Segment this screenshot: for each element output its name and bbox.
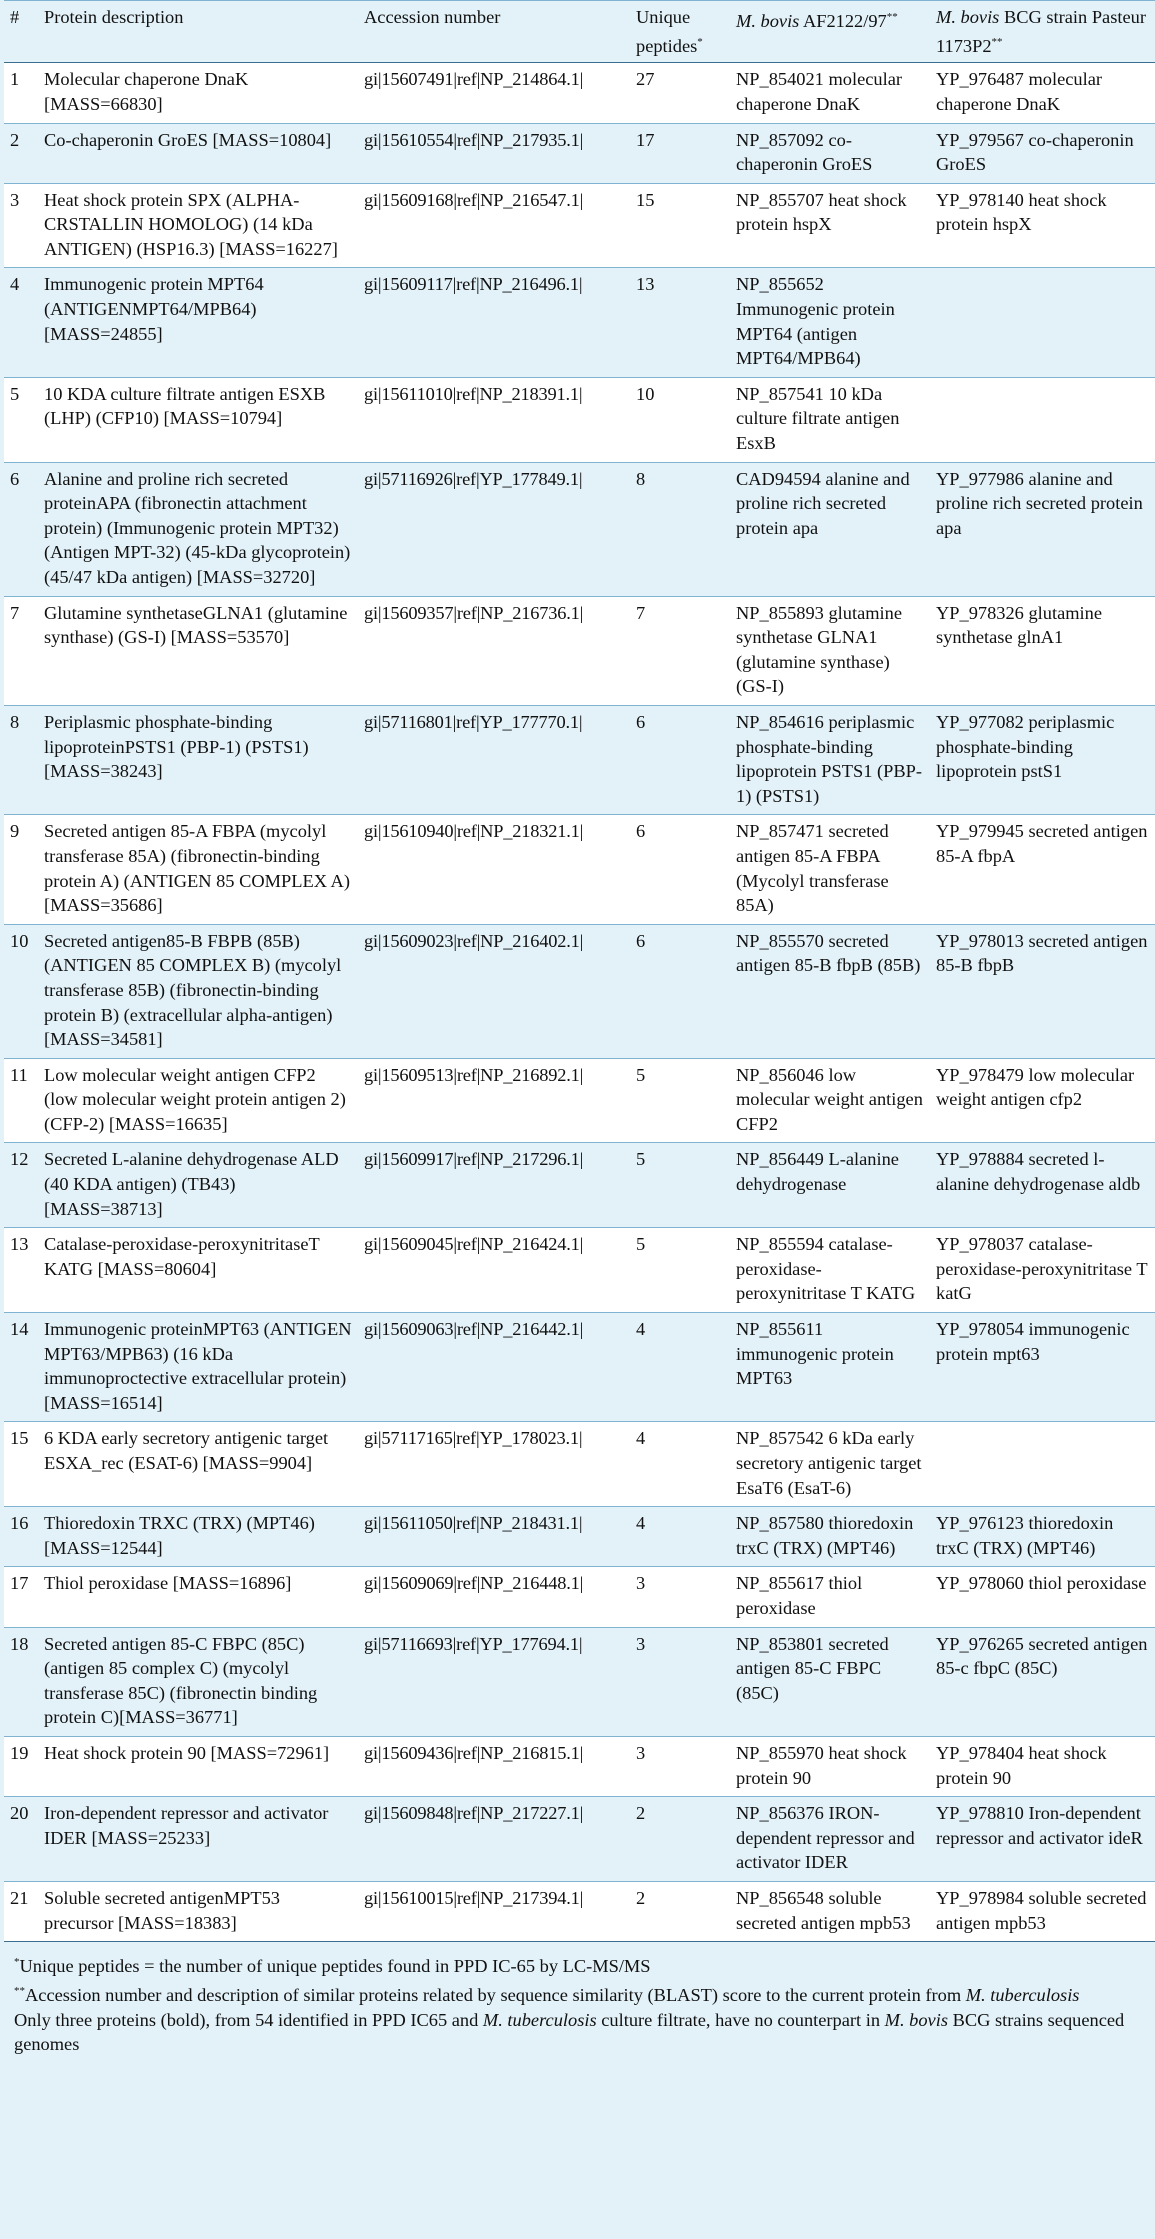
mbovis-bcg-match: YP_978054 immunogenic protein mpt63 — [930, 1313, 1155, 1422]
header-description: Protein description — [38, 1, 358, 63]
header-mbovis-af — [730, 1, 930, 63]
mbovis-bcg-match: YP_978404 heat shock protein 90 — [930, 1736, 1155, 1796]
table-row — [4, 1313, 1155, 1422]
row-number: 12 — [4, 1143, 38, 1228]
protein-description: Secreted antigen 85-C FBPC (85C) (antigen 85 complex C) (mycolyl transferase 85C) (fibronectin binding protein C)[MASS=36771] — [38, 1627, 358, 1736]
unique-peptides: 2 — [630, 1797, 730, 1882]
row-number: 15 — [4, 1422, 38, 1507]
mbovis-bcg-match: YP_978479 low molecular weight antigen cfp2 — [930, 1058, 1155, 1143]
mbovis-bcg-match: YP_976123 thioredoxin trxC (TRX) (MPT46) — [930, 1507, 1155, 1567]
table-row — [4, 1797, 1155, 1882]
table-row — [4, 462, 1155, 596]
unique-peptides: 5 — [630, 1228, 730, 1313]
table-row — [4, 924, 1155, 1058]
footnote-accession — [14, 1979, 1147, 2008]
table-row — [4, 1736, 1155, 1796]
unique-peptides: 17 — [630, 123, 730, 183]
mbovis-af-match: NP_856449 L-alanine dehydrogenase — [730, 1143, 930, 1228]
row-number: 10 — [4, 924, 38, 1058]
mbovis-bcg-match: YP_978060 thiol peroxidase — [930, 1567, 1155, 1627]
unique-peptides: 13 — [630, 268, 730, 377]
table-row — [4, 377, 1155, 462]
header-bcg-mark: ** — [991, 35, 1003, 48]
table-row — [4, 705, 1155, 814]
row-number: 7 — [4, 596, 38, 705]
accession-number: gi|57116801|ref|YP_177770.1| — [358, 705, 630, 814]
unique-peptides: 7 — [630, 596, 730, 705]
accession-number: gi|15610015|ref|NP_217394.1| — [358, 1881, 630, 1941]
header-accession: Accession number — [358, 1, 630, 63]
protein-description: 10 KDA culture filtrate antigen ESXB (LHP) (CFP10) [MASS=10794] — [38, 377, 358, 462]
protein-description: Iron-dependent repressor and activator IDER [MASS=25233] — [38, 1797, 358, 1882]
protein-description: Co-chaperonin GroES [MASS=10804] — [38, 123, 358, 183]
row-number: 4 — [4, 268, 38, 377]
mbovis-af-match: NP_855617 thiol peroxidase — [730, 1567, 930, 1627]
unique-peptides: 10 — [630, 377, 730, 462]
header-af-mark: ** — [886, 11, 898, 23]
mbovis-bcg-match: YP_979567 co-chaperonin GroES — [930, 123, 1155, 183]
row-number: 13 — [4, 1228, 38, 1313]
table-row — [4, 123, 1155, 183]
protein-description: Secreted antigen85-B FBPB (85B) (ANTIGEN 85 COMPLEX B) (mycolyl transferase 85B) (fibronectin-binding protein B) (extracellular alpha-antigen) [MASS=34581] — [38, 924, 358, 1058]
accession-number: gi|15609117|ref|NP_216496.1| — [358, 268, 630, 377]
protein-description: Molecular chaperone DnaK [MASS=66830] — [38, 63, 358, 123]
unique-peptides: 3 — [630, 1627, 730, 1736]
mbovis-af-match: NP_855652 Immunogenic protein MPT64 (antigen MPT64/MPB64) — [730, 268, 930, 377]
accession-number: gi|15610554|ref|NP_217935.1| — [358, 123, 630, 183]
unique-peptides: 3 — [630, 1736, 730, 1796]
footnote-text-3b: culture filtrate, have no counterpart in — [596, 2009, 885, 2030]
mbovis-af-match: CAD94594 alanine and proline rich secreted protein apa — [730, 462, 930, 596]
table-row — [4, 268, 1155, 377]
accession-number: gi|57116926|ref|YP_177849.1| — [358, 462, 630, 596]
accession-number: gi|15609069|ref|NP_216448.1| — [358, 1567, 630, 1627]
mbovis-af-match: NP_856046 low molecular weight antigen CFP2 — [730, 1058, 930, 1143]
protein-description: Low molecular weight antigen CFP2 (low molecular weight protein antigen 2) (CFP-2) [MASS=16635] — [38, 1058, 358, 1143]
mbovis-af-match: NP_853801 secreted antigen 85-C FBPC (85C) — [730, 1627, 930, 1736]
mbovis-bcg-match — [930, 1422, 1155, 1507]
row-number: 19 — [4, 1736, 38, 1796]
footnote-mark-2: ** — [14, 1984, 25, 1997]
table-row — [4, 1058, 1155, 1143]
row-number: 21 — [4, 1881, 38, 1941]
footnote-unique-peptides — [14, 1950, 1147, 1979]
protein-description: Alanine and proline rich secreted proteinAPA (fibronectin attachment protein) (Immunogenic protein MPT32) (Antigen MPT-32) (45-kDa glycoprotein) (45/47 kDa antigen) [MASS=32720] — [38, 462, 358, 596]
protein-description: Heat shock protein 90 [MASS=72961] — [38, 1736, 358, 1796]
table-row — [4, 596, 1155, 705]
accession-number: gi|57116693|ref|YP_177694.1| — [358, 1627, 630, 1736]
row-number: 18 — [4, 1627, 38, 1736]
mbovis-af-match: NP_855893 glutamine synthetase GLNA1 (glutamine synthase) (GS-I) — [730, 596, 930, 705]
accession-number: gi|15609848|ref|NP_217227.1| — [358, 1797, 630, 1882]
mbovis-af-match: NP_857542 6 kDa early secretory antigenic target EsaT6 (EsaT-6) — [730, 1422, 930, 1507]
protein-description: Soluble secreted antigenMPT53 precursor [MASS=18383] — [38, 1881, 358, 1941]
header-af-strain: AF2122/97 — [802, 11, 887, 32]
mbovis-af-match: NP_857580 thioredoxin trxC (TRX) (MPT46) — [730, 1507, 930, 1567]
header-bcg-species: M. bovis — [936, 7, 1000, 27]
table-row — [4, 815, 1155, 924]
mbovis-bcg-match: YP_978810 Iron-dependent repressor and activator ideR — [930, 1797, 1155, 1882]
row-number: 20 — [4, 1797, 38, 1882]
protein-description: Catalase-peroxidase-peroxynitritaseT KATG [MASS=80604] — [38, 1228, 358, 1313]
accession-number: gi|15609063|ref|NP_216442.1| — [358, 1313, 630, 1422]
protein-description: Thioredoxin TRXC (TRX) (MPT46) [MASS=12544] — [38, 1507, 358, 1567]
mbovis-bcg-match: YP_978140 heat shock protein hspX — [930, 183, 1155, 268]
accession-number: gi|15610940|ref|NP_218321.1| — [358, 815, 630, 924]
mbovis-af-match: NP_856376 IRON-dependent repressor and activator IDER — [730, 1797, 930, 1882]
accession-number: gi|15611010|ref|NP_218391.1| — [358, 377, 630, 462]
row-number: 3 — [4, 183, 38, 268]
row-number: 11 — [4, 1058, 38, 1143]
protein-description: Secreted L-alanine dehydrogenase ALD (40 KDA antigen) (TB43) [MASS=38713] — [38, 1143, 358, 1228]
unique-peptides: 4 — [630, 1313, 730, 1422]
mbovis-bcg-match: YP_978013 secreted antigen 85-B fbpB — [930, 924, 1155, 1058]
accession-number: gi|15611050|ref|NP_218431.1| — [358, 1507, 630, 1567]
table-body — [4, 63, 1155, 1942]
mbovis-af-match: NP_857471 secreted antigen 85-A FBPA (Mycolyl transferase 85A) — [730, 815, 930, 924]
protein-table — [4, 0, 1155, 1942]
row-number: 16 — [4, 1507, 38, 1567]
protein-description: Heat shock protein SPX (ALPHA-CRSTALLIN HOMOLOG) (14 kDa ANTIGEN) (HSP16.3) [MASS=16227] — [38, 183, 358, 268]
mbovis-af-match: NP_855970 heat shock protein 90 — [730, 1736, 930, 1796]
header-af-species: M. bovis — [736, 11, 800, 32]
row-number: 17 — [4, 1567, 38, 1627]
table-row — [4, 1143, 1155, 1228]
table-row — [4, 1507, 1155, 1567]
mbovis-bcg-match: YP_978326 glutamine synthetase glnA1 — [930, 596, 1155, 705]
mbovis-bcg-match: YP_978884 secreted l-alanine dehydrogenase aldb — [930, 1143, 1155, 1228]
mbovis-af-match: NP_857092 co-chaperonin GroES — [730, 123, 930, 183]
protein-description: Secreted antigen 85-A FBPA (mycolyl transferase 85A) (fibronectin-binding protein A) (ANTIGEN 85 COMPLEX A) [MASS=35686] — [38, 815, 358, 924]
table-row — [4, 1627, 1155, 1736]
accession-number: gi|15609023|ref|NP_216402.1| — [358, 924, 630, 1058]
footnote-species-3a: M. tuberculosis — [482, 2009, 597, 2030]
unique-peptides: 3 — [630, 1567, 730, 1627]
mbovis-af-match: NP_854616 periplasmic phosphate-binding lipoprotein PSTS1 (PBP-1) (PSTS1) — [730, 705, 930, 814]
footnote-species-3b: M. bovis — [884, 2009, 948, 2030]
mbovis-bcg-match: YP_977082 periplasmic phosphate-binding lipoprotein pstS1 — [930, 705, 1155, 814]
footnote-text-2: Accession number and description of similar proteins related by sequence similarity (BLAST) score to the current protein from — [25, 1984, 966, 2005]
unique-peptides: 6 — [630, 815, 730, 924]
unique-peptides: 6 — [630, 705, 730, 814]
mbovis-bcg-match: YP_977986 alanine and proline rich secreted protein apa — [930, 462, 1155, 596]
accession-number: gi|15609513|ref|NP_216892.1| — [358, 1058, 630, 1143]
unique-peptides: 2 — [630, 1881, 730, 1941]
mbovis-af-match: NP_854021 molecular chaperone DnaK — [730, 63, 930, 123]
unique-peptides: 4 — [630, 1507, 730, 1567]
accession-number: gi|15609357|ref|NP_216736.1| — [358, 596, 630, 705]
table-row — [4, 1422, 1155, 1507]
table-row — [4, 1228, 1155, 1313]
accession-number: gi|15609045|ref|NP_216424.1| — [358, 1228, 630, 1313]
row-number: 9 — [4, 815, 38, 924]
table-row — [4, 1881, 1155, 1941]
table-row — [4, 63, 1155, 123]
row-number: 6 — [4, 462, 38, 596]
footnote-text-3a: Only three proteins (bold), from 54 identified in PPD IC65 and — [14, 2009, 483, 2030]
footnote-mark-1: * — [14, 1956, 20, 1969]
header-unique-line1: Unique — [636, 7, 691, 27]
table-footnotes — [4, 1942, 1155, 2057]
footnote-species-2: M. tuberculosis — [965, 1984, 1080, 2005]
unique-peptides: 15 — [630, 183, 730, 268]
header-unique-peptides — [630, 1, 730, 63]
accession-number: gi|15607491|ref|NP_214864.1| — [358, 63, 630, 123]
row-number: 8 — [4, 705, 38, 814]
unique-peptides: 5 — [630, 1143, 730, 1228]
accession-number: gi|15609436|ref|NP_216815.1| — [358, 1736, 630, 1796]
unique-peptides: 5 — [630, 1058, 730, 1143]
mbovis-bcg-match: YP_976265 secreted antigen 85-c fbpC (85C) — [930, 1627, 1155, 1736]
mbovis-bcg-match: YP_976487 molecular chaperone DnaK — [930, 63, 1155, 123]
mbovis-af-match: NP_855570 secreted antigen 85-B fbpB (85B) — [730, 924, 930, 1058]
mbovis-bcg-match: YP_978984 soluble secreted antigen mpb53 — [930, 1881, 1155, 1941]
header-unique-line2: peptides — [636, 35, 698, 56]
row-number: 1 — [4, 63, 38, 123]
table-row — [4, 1567, 1155, 1627]
unique-peptides: 8 — [630, 462, 730, 596]
mbovis-af-match: NP_855611 immunogenic protein MPT63 — [730, 1313, 930, 1422]
mbovis-bcg-match: YP_978037 catalase-peroxidase-peroxynitritase T katG — [930, 1228, 1155, 1313]
unique-peptides: 4 — [630, 1422, 730, 1507]
mbovis-bcg-match — [930, 268, 1155, 377]
row-number: 2 — [4, 123, 38, 183]
table-header — [4, 1, 1155, 63]
unique-peptides: 27 — [630, 63, 730, 123]
unique-peptides: 6 — [630, 924, 730, 1058]
accession-number: gi|15609168|ref|NP_216547.1| — [358, 183, 630, 268]
mbovis-af-match: NP_857541 10 kDa culture filtrate antigen EsxB — [730, 377, 930, 462]
mbovis-bcg-match: YP_979945 secreted antigen 85-A fbpA — [930, 815, 1155, 924]
protein-description: Thiol peroxidase [MASS=16896] — [38, 1567, 358, 1627]
header-mbovis-bcg — [930, 1, 1155, 63]
protein-description: Periplasmic phosphate-binding lipoproteinPSTS1 (PBP-1) (PSTS1) [MASS=38243] — [38, 705, 358, 814]
table-row — [4, 183, 1155, 268]
mbovis-af-match: NP_856548 soluble secreted antigen mpb53 — [730, 1881, 930, 1941]
protein-description: Immunogenic proteinMPT63 (ANTIGEN MPT63/MPB63) (16 kDa immunoproctective extracellular protein) [MASS=16514] — [38, 1313, 358, 1422]
header-bcg-strain: BCG strain Pasteur 1173P2 — [936, 7, 1146, 56]
protein-description: 6 KDA early secretory antigenic target ESXA_rec (ESAT-6) [MASS=9904] — [38, 1422, 358, 1507]
mbovis-af-match: NP_855594 catalase-peroxidase-peroxynitritase T KATG — [730, 1228, 930, 1313]
row-number: 5 — [4, 377, 38, 462]
footnote-counterparts — [14, 2008, 1147, 2057]
mbovis-bcg-match — [930, 377, 1155, 462]
mbovis-af-match: NP_855707 heat shock protein hspX — [730, 183, 930, 268]
protein-description: Immunogenic protein MPT64 (ANTIGENMPT64/MPB64) [MASS=24855] — [38, 268, 358, 377]
footnote-text-3c: BCG strains sequenced genomes — [14, 2009, 1125, 2055]
accession-number: gi|15609917|ref|NP_217296.1| — [358, 1143, 630, 1228]
accession-number: gi|57117165|ref|YP_178023.1| — [358, 1422, 630, 1507]
row-number: 14 — [4, 1313, 38, 1422]
protein-description: Glutamine synthetaseGLNA1 (glutamine synthase) (GS-I) [MASS=53570] — [38, 596, 358, 705]
header-unique-mark: * — [697, 35, 703, 48]
footnote-text-1: Unique peptides = the number of unique peptides found in PPD IC-65 by LC-MS/MS — [19, 1956, 651, 1977]
header-num: # — [4, 1, 38, 63]
